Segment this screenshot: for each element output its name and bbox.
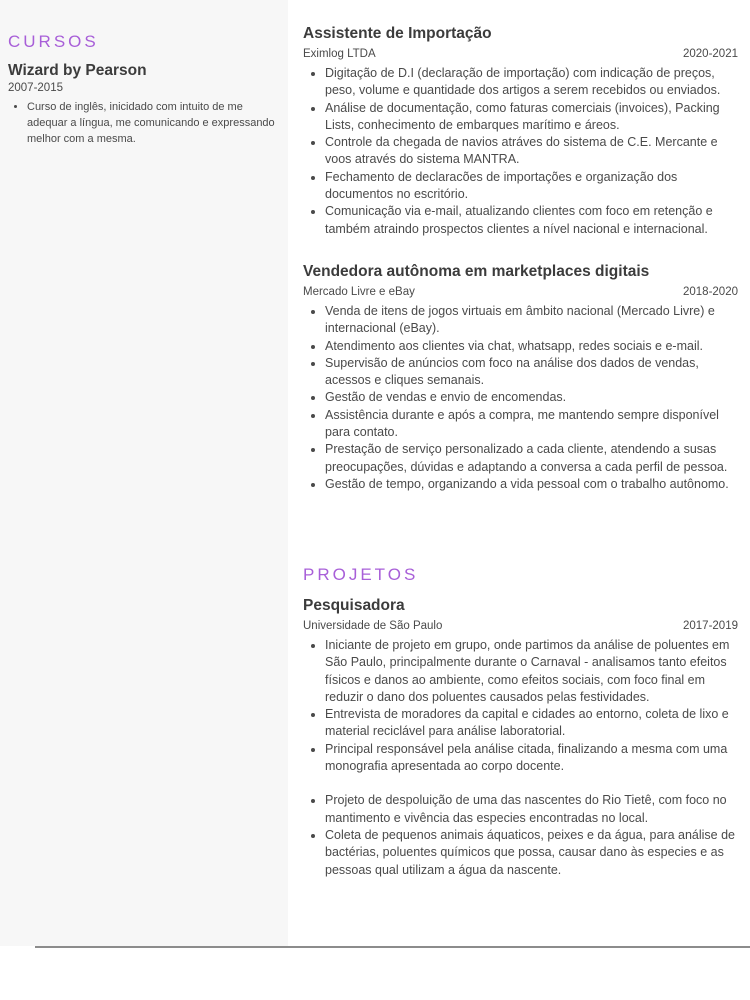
sidebar: [0, 0, 288, 946]
projects-heading: PROJETOS: [303, 565, 419, 584]
course-title: Wizard by Pearson: [8, 62, 147, 79]
list-item: • Gestão de vendas e envio de encomendas.: [325, 389, 738, 406]
job-bullets: [303, 65, 738, 238]
list-item: • Análise de documentação, como faturas comerciais (invoices), Packing Lists, conhecimento de embarques marítimo e áreos.: [325, 100, 738, 135]
course-entry: [8, 61, 278, 147]
job-title: Assistente de Importação: [303, 25, 492, 42]
course-bullets: [8, 99, 278, 147]
list-item: • Projeto de despoluição de uma das nascentes do Rio Tietê, com foco no mantimento e vivência das especies encontradas no local.: [325, 792, 738, 827]
list-item: • Comunicação via e-mail, atualizando clientes com foco em retenção e também atraindo prospectos clientes a nível nacional e internacional.: [325, 203, 738, 238]
list-item: • Iniciante de projeto em grupo, onde partimos da análise de poluentes em São Paulo, principalmente durante o Carnaval - analisamos tanto efeitos físicos e danos ao ambiente, como efeitos sociais, com foco final em reduzir o dano dos poluentes causados pelas festividades.: [325, 637, 738, 706]
project-organization: Universidade de São Paulo: [303, 620, 443, 632]
job-company: Mercado Livre e eBay: [303, 286, 415, 298]
list-item: • Digitação de D.I (declaração de importação) com indicação de preços, peso, volume e quantidade dos artigos a serem recebidos ou enviados.: [325, 65, 738, 100]
list-item: • Coleta de pequenos animais áquaticos, peixes e da água, para análise de bactérias, poluentes químicos que possa, causar dano às especies e as pessoas qual utilizam a água da nascente.: [325, 827, 738, 879]
list-item: • Entrevista de moradores da capital e cidades ao entorno, coleta de lixo e material reciclável para análise laboratorial.: [325, 706, 738, 741]
project-bullets: [303, 637, 738, 879]
list-item: • Gestão de tempo, organizando a vida pessoal com o trabalho autônomo.: [325, 476, 738, 493]
list-item: • Supervisão de anúncios com foco na análise dos dados de vendas, acessos e cliques semanais.: [325, 355, 738, 390]
project-entry-researcher: [303, 596, 738, 879]
job-dates: 2020-2021: [683, 48, 738, 60]
courses-heading: CURSOS: [8, 32, 99, 51]
experience-entry-marketplace-seller: [303, 262, 738, 493]
project-title: Pesquisadora: [303, 597, 405, 614]
list-item: • Venda de itens de jogos virtuais em âmbito nacional (Mercado Livre) e internacional (eBay).: [325, 303, 738, 338]
list-item: • Prestação de serviço personalizado a cada cliente, atendendo a susas preocupações, dúvidas e adaptando a conversa a cada perfil de pessoa.: [325, 441, 738, 476]
experience-entry-import-assistant: [303, 24, 738, 238]
project-dates: 2017-2019: [683, 620, 738, 632]
list-item: • Curso de inglês, inicidado com intuito de me adequar a língua, me comunicando e expressando melhor com a mesma.: [27, 99, 278, 147]
list-item: • Atendimento aos clientes via chat, whatsapp, redes sociais e e-mail.: [325, 338, 738, 355]
list-item: • Principal responsável pela análise citada, finalizando a mesma com uma monografia apresentada ao corpo docente.: [325, 741, 738, 776]
list-item: • Fechamento de declaracões de importações e organização dos documentos no escritório.: [325, 169, 738, 204]
job-dates: 2018-2020: [683, 286, 738, 298]
list-item: • Controle da chegada de navios atráves do sistema de C.E. Mercante e voos através do sistema MANTRA.: [325, 134, 738, 169]
list-item: • Assistência durante e após a compra, me mantendo sempre disponível para contato.: [325, 407, 738, 442]
job-bullets: [303, 303, 738, 493]
bottom-divider: [35, 946, 750, 948]
course-dates: 2007-2015: [8, 82, 63, 94]
job-title: Vendedora autônoma em marketplaces digitais: [303, 263, 650, 280]
job-company: Eximlog LTDA: [303, 48, 376, 60]
